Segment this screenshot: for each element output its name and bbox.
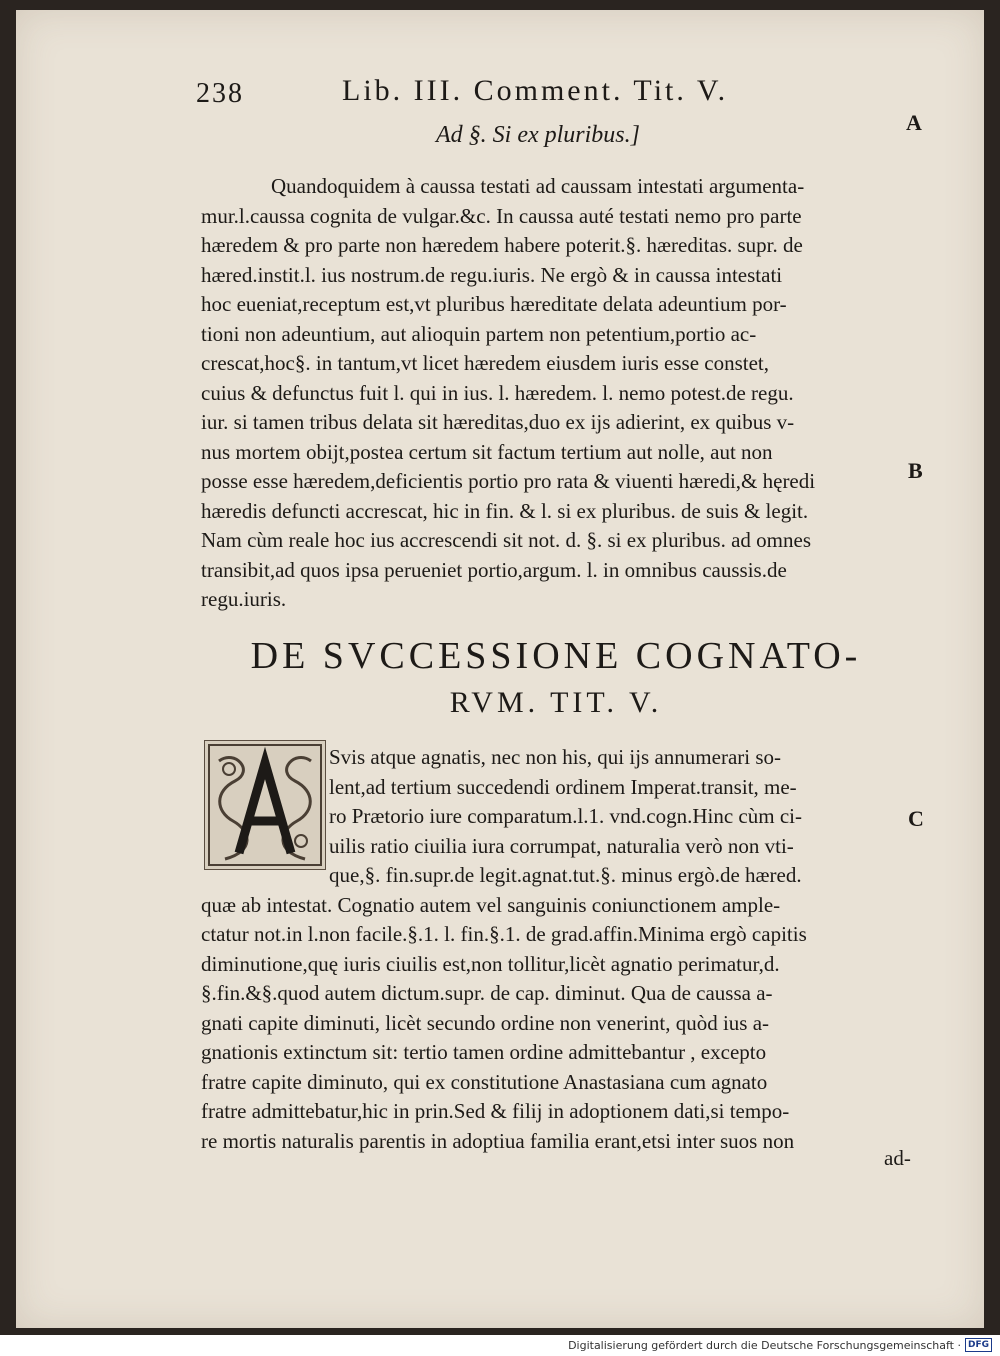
section-title-line2: RVM. TIT. V. [449, 686, 663, 719]
margin-letter-b: B [908, 458, 923, 483]
text-line: quæ ab intestat. Cognatio autem vel sanguinis coniunctionem ample- [201, 892, 781, 917]
running-title: Lib. III. Comment. Tit. V. [342, 74, 729, 107]
section-title-line1: DE SVCCESSIONE COGNATO- [250, 635, 862, 677]
text-line: transibit,ad quos ipsa perueniet portio,argum. l. in omnibus caussis.de [201, 557, 787, 582]
text-line: crescat,hoc§. in tantum,vt licet hæredem eiusdem iuris esse constet, [201, 351, 770, 375]
text-line: ro Prætorio iure comparatum.l.1. vnd.cogn.Hinc cùm ci- [329, 804, 802, 828]
text-line: iur. si tamen tribus delata sit hæreditas,duo ex ijs adierint, ex quibus v- [201, 410, 795, 434]
text-line: posse esse hæredem,deficientis portio pro rata & viuenti hæredi,& hęredi [201, 469, 816, 493]
page-number: 238 [196, 78, 244, 109]
credit-text: Digitalisierung gefördert durch die Deutsche Forschungsgemeinschaft · [568, 1338, 961, 1352]
text-line: gnati capite diminuti, licèt secundo ordine non venerint, quòd ius a- [201, 1010, 770, 1035]
text-line: hæredem & pro parte non hæredem habere poterit.§. hæreditas. supr. de [201, 233, 803, 257]
text-line: regu.iuris. [201, 587, 287, 611]
text-line: gnationis extinctum sit: tertio tamen ordine admittebantur , excepto [201, 1040, 767, 1064]
text-line: hæred.instit.l. ius nostrum.de regu.iuris. Ne ergò & in caussa intestati [201, 262, 783, 287]
text-line: fratre capite diminuto, qui ex constitutione Anastasiana cum agnato [201, 1069, 768, 1094]
first-paragraph [201, 172, 906, 615]
second-paragraph [201, 743, 906, 1156]
text-line: diminutione,quę iuris ciuilis est,non tollitur,licèt agnatio perimatur,d. [201, 951, 780, 976]
text-line: re mortis naturalis parentis in adoptiua familia erant,etsi inter suos non [201, 1128, 795, 1153]
text-line: mur.l.caussa cognita de vulgar.&c. In caussa auté testati nemo pro parte [201, 203, 802, 228]
text-line: hæredis defuncti accrescat, hic in fin. & l. si ex pluribus. de suis & legit. [201, 498, 809, 523]
text-line: fratre admittebatur,hic in prin.Sed & filij in adoptionem dati,si tempo- [201, 1099, 790, 1123]
text-line: Nam cùm reale hoc ius accrescendi sit not. d. §. si ex pluribus. ad omnes [201, 528, 812, 552]
text-line: que,§. fin.supr.de legit.agnat.tut.§. minus ergò.de hæred. [329, 863, 802, 887]
margin-letter-a: A [906, 110, 922, 135]
text-line: cuius & defunctus fuit l. qui in ius. l. hæredem. l. nemo potest.de regu. [201, 380, 794, 405]
text-line: nus mortem obijt,postea certum sit factum tertium aut nolle, aut non [201, 439, 773, 464]
section-subtitle: Ad §. Si ex pluribus.] [436, 122, 640, 148]
text-line: Quandoquidem à caussa testati ad caussam intestati argumenta- [271, 174, 805, 198]
text-line: ctatur not.in l.non facile.§.1. l. fin.§.1. de grad.affin.Minima ergò capitis [201, 922, 807, 946]
margin-letter-c: C [908, 806, 924, 831]
page-header [196, 74, 816, 118]
dfg-logo-icon: DFG [965, 1338, 992, 1352]
text-line: lent,ad tertium succedendi ordinem Imperat.transit, me- [329, 774, 797, 799]
book-page [16, 10, 984, 1328]
text-line: tioni non adeuntium, aut alioquin partem non petentium,portio ac- [201, 321, 757, 346]
catchword: ad- [884, 1146, 911, 1170]
digitization-credit [568, 1338, 992, 1352]
text-line: §.fin.&§.quod autem dictum.supr. de cap. diminut. Qua de caussa a- [201, 981, 773, 1005]
text-line: hoc eueniat,receptum est,vt pluribus hæreditate delata adeuntium por- [201, 292, 787, 316]
text-line: Svis atque agnatis, nec non his, qui ijs annumerari so- [329, 745, 782, 769]
text-line: uilis ratio ciuilia iura corrumpat, naturalia verò non vti- [329, 833, 794, 858]
